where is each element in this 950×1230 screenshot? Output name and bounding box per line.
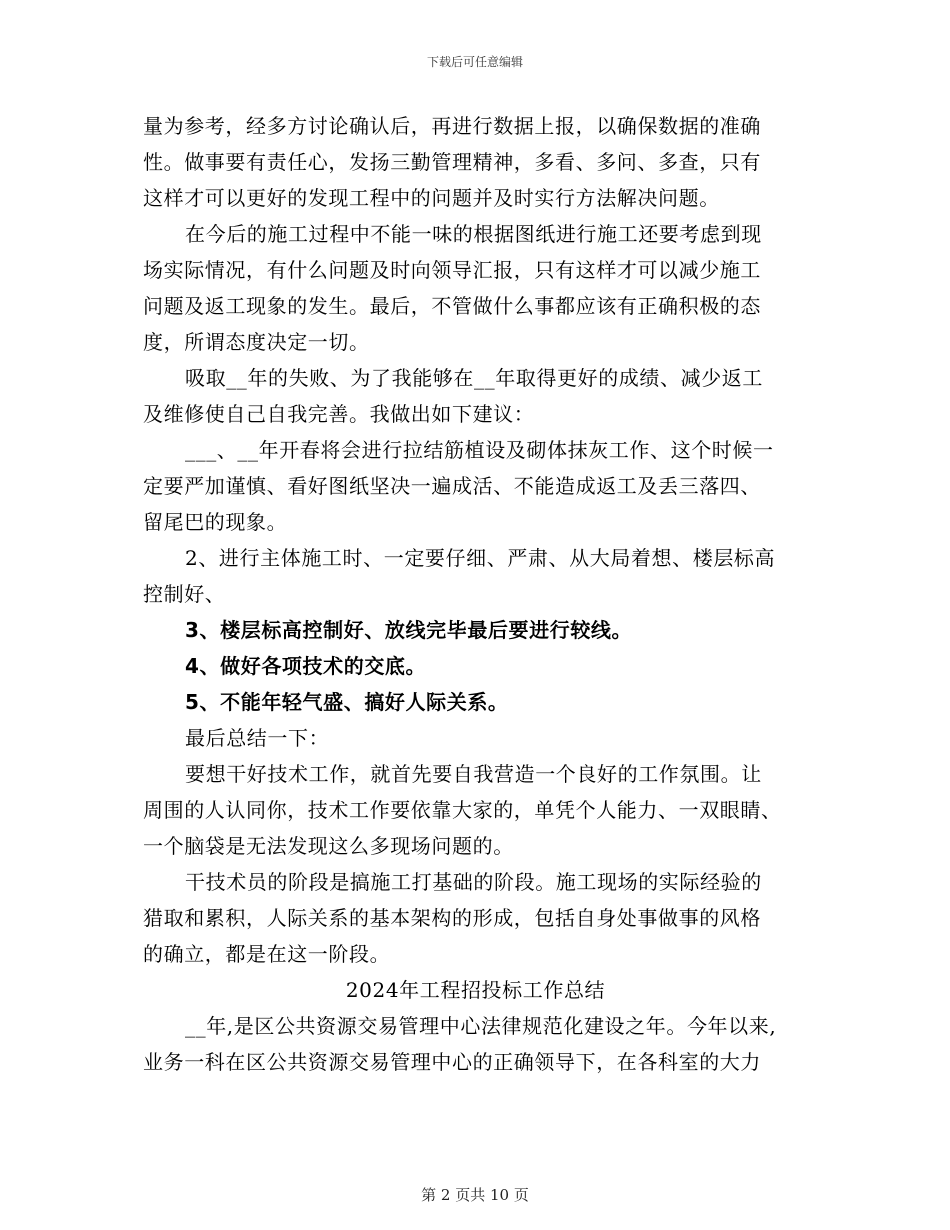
text-line: 及维修使自己自我完善。我做出如下建议： (143, 402, 535, 426)
text-line: 一个脑袋是无法发现这么多现场问题的。 (143, 834, 514, 858)
text-line: __年,是区公共资源交易管理中心法律规范化建设之年。今年以来, (185, 1014, 777, 1038)
paragraph-block-after-title (143, 1008, 808, 1080)
page-footer: 第 2 页共 10 页 (421, 1186, 529, 1204)
text-line: 最后总结一下： (185, 726, 330, 750)
text-line: 控制好、 (143, 582, 226, 606)
paragraph-block (143, 108, 808, 972)
text-line: 猎取和累积，人际关系的基本架构的形成，包括自身处事做事的风格 (143, 906, 761, 930)
text-line: 3、楼层标高控制好、放线完毕最后要进行较线。 (185, 618, 633, 642)
text-line: 周围的人认同你，技术工作要依靠大家的，单凭个人能力、一双眼睛、 (143, 798, 782, 822)
section-title: 2024年工程招投标工作总结 (345, 978, 606, 1002)
text-line: 2、进行主体施工时、一定要仔细、严肃、从大局着想、楼层标高 (185, 546, 776, 570)
text-line: 的确立，都是在这一阶段。 (143, 942, 391, 966)
text-line: 吸取__年的失败、为了我能够在__年取得更好的成绩、减少返工 (185, 366, 763, 390)
text-line: 定要严加谨慎、看好图纸坚决一遍成活、不能造成返工及丢三落四、 (143, 474, 761, 498)
text-line: 问题及返工现象的发生。最后，不管做什么事都应该有正确积极的态 (143, 294, 761, 318)
text-line: 留尾巴的现象。 (143, 510, 288, 534)
text-line: 要想干好技术工作，就首先要自我营造一个良好的工作氛围。让 (185, 762, 762, 786)
text-line: 性。做事要有责任心，发扬三勤管理精神，多看、多问、多查，只有 (143, 150, 761, 174)
document-body (143, 108, 808, 1080)
text-line: 干技术员的阶段是搞施工打基础的阶段。施工现场的实际经验的 (185, 870, 762, 894)
text-line: 4、做好各项技术的交底。 (185, 654, 427, 678)
text-line: 度，所谓态度决定一切。 (143, 330, 370, 354)
text-line: 这样才可以更好的发现工程中的问题并及时实行方法解决问题。 (143, 186, 720, 210)
text-line: 量为参考，经多方讨论确认后，再进行数据上报，以确保数据的准确 (143, 114, 761, 138)
page-header: 下载后可任意编辑 (426, 55, 523, 69)
text-line: 在今后的施工过程中不能一味的根据图纸进行施工还要考虑到现 (185, 222, 762, 246)
text-line: 场实际情况，有什么问题及时向领导汇报，只有这样才可以减少施工 (143, 258, 761, 282)
text-line: ___、__年开春将会进行拉结筋植设及砌体抹灰工作、这个时候一 (185, 438, 774, 462)
text-line: 5、不能年轻气盛、搞好人际关系。 (185, 690, 509, 714)
text-line: 业务一科在区公共资源交易管理中心的正确领导下，在各科室的大力 (143, 1050, 761, 1074)
